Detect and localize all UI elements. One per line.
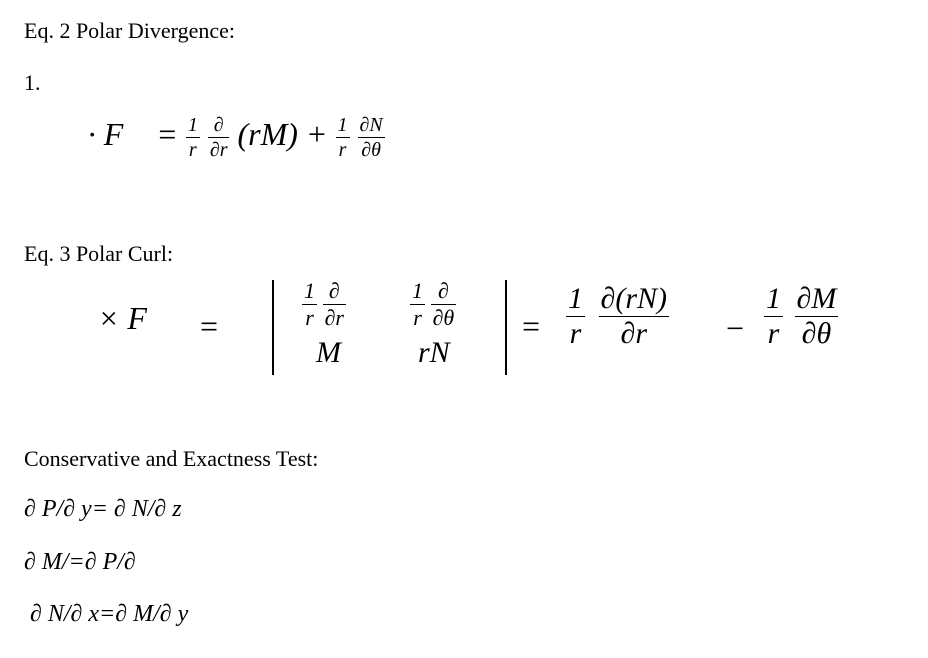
fraction-partial-r — [323, 280, 346, 329]
heading-conservative-test: Conservative and Exactness Test: — [24, 446, 319, 471]
fraction-partial-r — [208, 115, 230, 160]
fraction-numerator: 1 — [568, 282, 583, 315]
fraction-numerator: ∂N — [359, 114, 383, 136]
fraction-1-over-r — [302, 280, 317, 329]
fraction-denominator: r — [569, 317, 582, 350]
fraction-denominator: ∂θ — [432, 305, 455, 330]
fraction-numerator: 1 — [304, 278, 315, 303]
determinant-bar-left — [272, 280, 274, 375]
divergence-lhs: ∇⃗ · F⃗ = — [30, 115, 178, 152]
curl-rhs-term-1 — [566, 284, 669, 349]
fraction-numerator: ∂ — [328, 278, 340, 303]
fraction-denominator: ∂r — [620, 317, 647, 350]
fraction-denominator: r — [338, 139, 347, 161]
fraction-denominator: ∂r — [324, 305, 344, 330]
matrix-cell-11 — [302, 280, 346, 329]
fraction-numerator: ∂M — [796, 282, 837, 315]
heading-eq2: Eq. 2 Polar Divergence: — [24, 18, 235, 43]
fraction-numerator: 1 — [187, 114, 198, 136]
curl-equals-1: = — [200, 308, 219, 344]
fraction-bar — [208, 137, 230, 138]
fraction-partial-n-theta — [358, 115, 385, 160]
divergence-equation — [30, 115, 385, 160]
fraction-partial-theta — [431, 280, 457, 329]
fraction-numerator: ∂ — [437, 278, 449, 303]
fraction-denominator: r — [767, 317, 780, 350]
fraction-numerator: ∂(rN) — [600, 282, 667, 315]
determinant-bar-right — [505, 280, 507, 375]
curl-minus: − — [726, 310, 745, 346]
fraction-1-over-r — [186, 115, 200, 160]
fraction-1-over-r — [566, 284, 585, 349]
fraction-denominator: r — [413, 305, 422, 330]
curl-lhs: ∇⃗ × F⃗ — [40, 300, 172, 336]
matrix-cell-12 — [410, 280, 456, 329]
fraction-numerator: 1 — [337, 114, 348, 136]
divergence-term-rM: (rM) + — [237, 115, 328, 152]
fraction-denominator: ∂r — [209, 139, 228, 161]
fraction-numerator: 1 — [412, 278, 423, 303]
heading-eq3: Eq. 3 Polar Curl: — [24, 241, 174, 266]
test-line-3: ∂ N/∂ x=∂ M/∂ y — [30, 601, 189, 627]
fraction-1-over-r — [410, 280, 425, 329]
list-number: 1. — [24, 70, 41, 95]
curl-equals-2: = — [522, 308, 541, 344]
matrix-cell-22: rN — [418, 336, 450, 369]
fraction-1-over-r — [336, 115, 350, 160]
fraction-partial-M-theta — [795, 284, 839, 349]
fraction-bar — [186, 137, 200, 138]
fraction-denominator: ∂θ — [801, 317, 832, 350]
fraction-numerator: 1 — [766, 282, 781, 315]
curl-rhs-term-2 — [764, 284, 838, 349]
test-line-2: ∂ M/=∂ P/∂ — [24, 549, 136, 575]
fraction-denominator: r — [188, 139, 197, 161]
fraction-denominator: r — [305, 305, 314, 330]
fraction-partial-rN-r — [599, 284, 670, 349]
fraction-denominator: ∂θ — [361, 139, 381, 161]
matrix-cell-21: M — [316, 336, 341, 369]
fraction-bar — [336, 137, 350, 138]
test-line-1: ∂ P/∂ y= ∂ N/∂ z — [24, 496, 182, 522]
fraction-1-over-r — [764, 284, 783, 349]
fraction-bar — [358, 137, 385, 138]
fraction-numerator: ∂ — [213, 114, 224, 136]
